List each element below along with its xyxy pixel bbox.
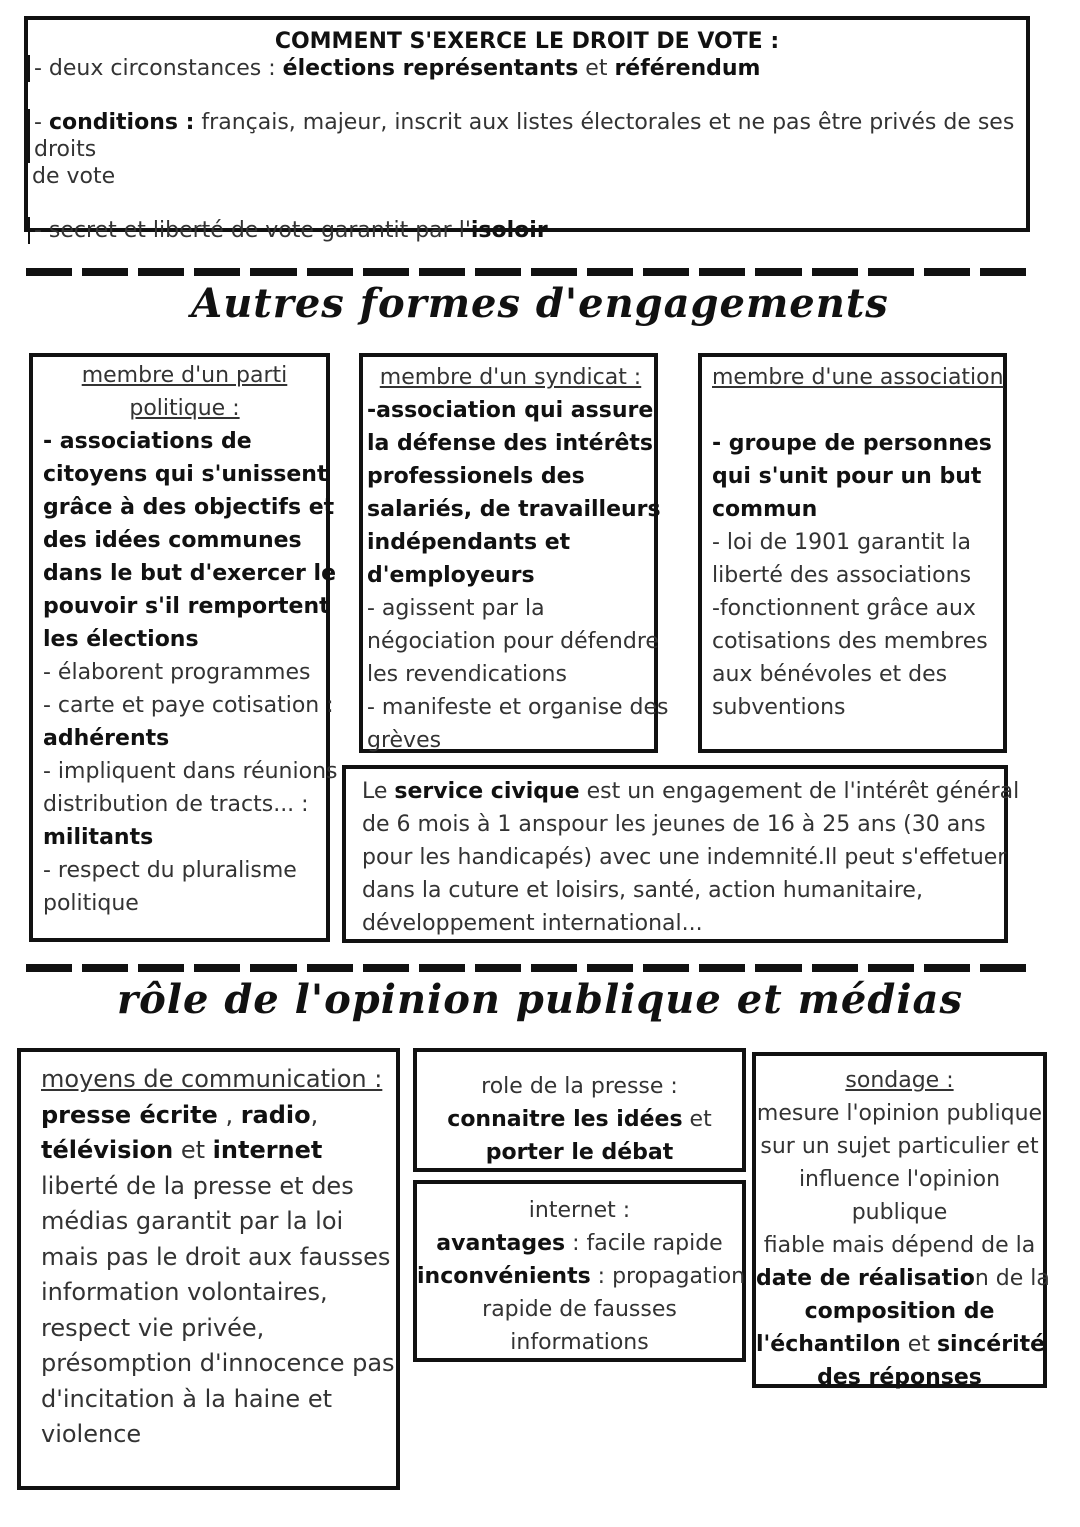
vote-title: COMMENT S'EXERCE LE DROIT DE VOTE : (274, 29, 780, 54)
presse-box: role de la presse : connaitre les idées et porter le débat (413, 1048, 746, 1172)
vote-conditions: - conditions : français, majeur, inscrit aux listes électorales et ne pas être privés de ses droits (28, 109, 1026, 163)
dashed-separator (26, 268, 1026, 276)
vote-conditions-cont: de vote (32, 164, 116, 189)
parti-box: membre d'un parti politique : - associations de citoyens qui s'unissent grâce à des objectifs et des idées communes dans le but d'exercer le pouvoir s'il remportent les élections - élaborent programmes - carte et paye cotisation : adhérents - impliquent dans réunions distribution de tracts... : militants - respect du pluralisme politique (29, 353, 330, 942)
presse-heading: role de la presse : (481, 1074, 678, 1099)
medias-box: moyens de communication : presse écrite , radio, télévision et internet liberté de la presse et des médias garantit par la loi mais pas le droit aux fausses information volontaires, respect vie privée, présomption d'innocence pas d'incitation à la haine et violence (17, 1048, 400, 1490)
association-box: membre d'une association - groupe de personnes qui s'unit pour un but commun - loi de 1901 garantit la liberté des associations -fonctionnent grâce aux cotisations des membres aux bénévoles et des subventions (698, 353, 1007, 753)
vote-secret: - secret et liberté de vote garantit par l'isoloir (28, 217, 1026, 244)
service-civique-box: Le service civique est un engagement de l'intérêt général de 6 mois à 1 anspour les jeunes de 16 à 25 ans (30 ans pour les handicapés) avec une indemnité.Il peut s'effetuer dans la cuture et loisirs, santé, action humanitaire, développement international... (342, 765, 1008, 943)
section-title-opinion: rôle de l'opinion publique et médias (117, 976, 963, 1023)
association-heading: membre d'une association (712, 365, 1004, 390)
sondage-heading: sondage : (845, 1068, 954, 1093)
sondage-box: sondage : mesure l'opinion publique sur un sujet particulier et influence l'opinion publique fiable mais dépend de la date de réalisation de la composition de l'échantilon et sincérité des réponses (752, 1052, 1047, 1388)
section-title-engagements: Autres formes d'engagements (191, 280, 889, 327)
parti-heading-cont: politique : (129, 396, 240, 421)
internet-box: internet : avantages : facile rapide inconvénients : propagation rapide de fausses informations (413, 1180, 746, 1362)
medias-heading: moyens de communication : (41, 1065, 383, 1093)
parti-heading: membre d'un parti (81, 363, 288, 388)
syndicat-box: membre d'un syndicat : -association qui assure la défense des intérêts professionels des salariés, de travailleurs indépendants et d'employeurs - agissent par la négociation pour défendre les revendications - manifeste et organise des grèves (359, 353, 658, 753)
internet-heading: internet : (528, 1198, 631, 1223)
dashed-separator (26, 964, 1026, 972)
syndicat-heading: membre d'un syndicat : (379, 365, 642, 390)
vote-box (24, 16, 1030, 243)
vote-circumstances: - deux circonstances : élections représentants et référendum (28, 55, 1026, 82)
